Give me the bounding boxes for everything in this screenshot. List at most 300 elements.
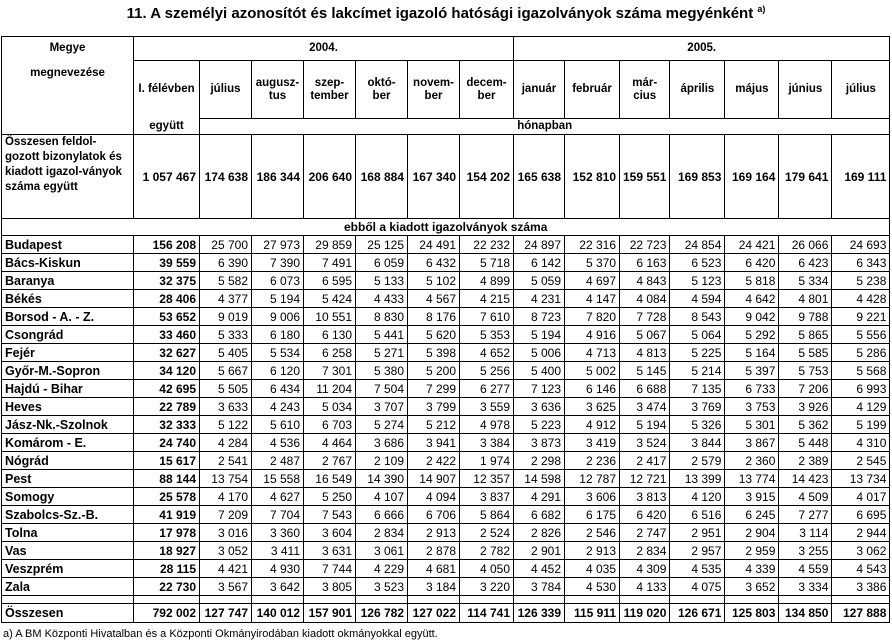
table-cell: 9 019 bbox=[200, 308, 252, 326]
table-cell: 2 957 bbox=[670, 542, 725, 560]
table-cell: 6 733 bbox=[725, 380, 779, 398]
table-cell: 1 974 bbox=[460, 452, 514, 470]
table-cell: 4 231 bbox=[514, 290, 565, 308]
table-cell: 3 255 bbox=[779, 542, 832, 560]
table-cell: 3 941 bbox=[408, 434, 460, 452]
table-cell: 6 120 bbox=[252, 362, 304, 380]
total-value: 126 339 bbox=[514, 604, 565, 623]
table-cell: 3 633 bbox=[200, 398, 252, 416]
table-cell: 3 604 bbox=[304, 524, 356, 542]
table-cell: 8 176 bbox=[408, 308, 460, 326]
total-value: 792 002 bbox=[134, 604, 200, 623]
header-month-3: októ-ber bbox=[356, 61, 408, 119]
table-cell: 3 524 bbox=[620, 434, 670, 452]
table-cell: 6 595 bbox=[304, 272, 356, 290]
table-cell: 2 901 bbox=[514, 542, 565, 560]
county-name: Fejér bbox=[2, 344, 134, 362]
table-row bbox=[2, 308, 890, 326]
county-name: Hajdú - Bihar bbox=[2, 380, 134, 398]
table-cell: 4 170 bbox=[200, 488, 252, 506]
county-name: Jász-Nk.-Szolnok bbox=[2, 416, 134, 434]
table-cell: 6 059 bbox=[356, 254, 408, 272]
table-cell: 4 594 bbox=[670, 290, 725, 308]
spacer-cell bbox=[356, 596, 408, 604]
table-cell: 3 559 bbox=[460, 398, 514, 416]
table-cell: 2 834 bbox=[356, 524, 408, 542]
table-cell: 16 549 bbox=[304, 470, 356, 488]
header-megye: Megye bbox=[2, 37, 134, 61]
table-row bbox=[2, 416, 890, 434]
header-month-1: augusz-tus bbox=[252, 61, 304, 119]
table-cell: 5 326 bbox=[670, 416, 725, 434]
header-honapban: hónapban bbox=[200, 119, 890, 135]
table-cell: 6 163 bbox=[620, 254, 670, 272]
table-cell: 5 397 bbox=[725, 362, 779, 380]
header-felev: I. félévben bbox=[134, 61, 200, 119]
table-cell: 2 826 bbox=[514, 524, 565, 542]
table-cell: 4 464 bbox=[304, 434, 356, 452]
table-cell: 14 598 bbox=[514, 470, 565, 488]
table-cell: 25 125 bbox=[356, 236, 408, 254]
table-cell: 2 834 bbox=[620, 542, 670, 560]
table-cell: 3 631 bbox=[304, 542, 356, 560]
table-cell: 3 220 bbox=[460, 578, 514, 596]
table-cell: 4 452 bbox=[514, 560, 565, 578]
table-cell: 28 115 bbox=[134, 560, 200, 578]
total-value: 127 888 bbox=[832, 604, 890, 623]
table-cell: 4 291 bbox=[514, 488, 565, 506]
table-cell: 5 002 bbox=[565, 362, 620, 380]
table-cell: 4 094 bbox=[408, 488, 460, 506]
table-cell: 26 066 bbox=[779, 236, 832, 254]
table-cell: 2 913 bbox=[565, 542, 620, 560]
total-row bbox=[2, 604, 890, 623]
table-cell: 6 175 bbox=[565, 506, 620, 524]
total-label: Összesen bbox=[2, 604, 134, 623]
table-cell: 9 042 bbox=[725, 308, 779, 326]
subheader: ebből a kiadott igazolványok száma bbox=[2, 219, 890, 236]
total-value: 127 022 bbox=[408, 604, 460, 623]
table-cell: 8 830 bbox=[356, 308, 408, 326]
header-month-0: július bbox=[200, 61, 252, 119]
header-year-2005: 2005. bbox=[514, 37, 890, 61]
table-cell: 13 754 bbox=[200, 470, 252, 488]
table-cell: 22 316 bbox=[565, 236, 620, 254]
table-cell: 2 782 bbox=[460, 542, 514, 560]
table-cell: 7 543 bbox=[304, 506, 356, 524]
header-month-12: július bbox=[832, 61, 890, 119]
table-cell: 24 740 bbox=[134, 434, 200, 452]
spacer-cell bbox=[832, 596, 890, 604]
spacer-cell bbox=[2, 596, 134, 604]
table-cell: 3 386 bbox=[832, 578, 890, 596]
spacer-cell bbox=[620, 596, 670, 604]
table-cell: 4 652 bbox=[460, 344, 514, 362]
table-cell: 5 334 bbox=[779, 272, 832, 290]
table-cell: 3 784 bbox=[514, 578, 565, 596]
summary-value: 168 884 bbox=[356, 135, 408, 219]
table-cell: 3 625 bbox=[565, 398, 620, 416]
table-cell: 17 978 bbox=[134, 524, 200, 542]
table-row bbox=[2, 380, 890, 398]
table-cell: 5 556 bbox=[832, 326, 890, 344]
table-cell: 4 017 bbox=[832, 488, 890, 506]
table-cell: 4 035 bbox=[565, 560, 620, 578]
header-month-9: április bbox=[670, 61, 725, 119]
table-row bbox=[2, 254, 890, 272]
table-cell: 5 067 bbox=[620, 326, 670, 344]
table-cell: 7 209 bbox=[200, 506, 252, 524]
table-cell: 6 703 bbox=[304, 416, 356, 434]
county-name: Borsod - A. - Z. bbox=[2, 308, 134, 326]
table-cell: 7 301 bbox=[304, 362, 356, 380]
page-title: 11. A személyi azonosítót és lakcímet igazoló hatósági igazolványok száma megyénként $^{a)}$ bbox=[126, 4, 766, 22]
county-name: Szabolcs-Sz.-B. bbox=[2, 506, 134, 524]
table-cell: 13 399 bbox=[670, 470, 725, 488]
table-cell: 3 707 bbox=[356, 398, 408, 416]
table-cell: 4 843 bbox=[620, 272, 670, 290]
table-cell: 3 062 bbox=[832, 542, 890, 560]
table-cell: 4 559 bbox=[779, 560, 832, 578]
table-cell: 4 530 bbox=[565, 578, 620, 596]
summary-value: 186 344 bbox=[252, 135, 304, 219]
table-cell: 6 245 bbox=[725, 506, 779, 524]
table-cell: 3 114 bbox=[779, 524, 832, 542]
table-cell: 2 904 bbox=[725, 524, 779, 542]
table-cell: 6 688 bbox=[620, 380, 670, 398]
table-cell: 3 867 bbox=[725, 434, 779, 452]
header-egyutt: együtt bbox=[134, 119, 200, 135]
table-cell: 9 221 bbox=[832, 308, 890, 326]
county-name: Baranya bbox=[2, 272, 134, 290]
table-cell: 3 926 bbox=[779, 398, 832, 416]
header-month-10: május bbox=[725, 61, 779, 119]
county-name: Csongrád bbox=[2, 326, 134, 344]
total-value: 115 911 bbox=[565, 604, 620, 623]
table-cell: 5 505 bbox=[200, 380, 252, 398]
table-cell: 4 697 bbox=[565, 272, 620, 290]
summary-value: 154 202 bbox=[460, 135, 514, 219]
table-cell: 13 734 bbox=[832, 470, 890, 488]
data-table bbox=[1, 36, 890, 623]
table-cell: 6 432 bbox=[408, 254, 460, 272]
table-cell: 6 390 bbox=[200, 254, 252, 272]
summary-value: 169 111 bbox=[832, 135, 890, 219]
table-cell: 5 865 bbox=[779, 326, 832, 344]
county-name: Tolna bbox=[2, 524, 134, 542]
spacer-cell bbox=[460, 596, 514, 604]
header-month-7: február bbox=[565, 61, 620, 119]
table-cell: 14 390 bbox=[356, 470, 408, 488]
table-cell: 6 073 bbox=[252, 272, 304, 290]
table-cell: 3 184 bbox=[408, 578, 460, 596]
total-value: 126 782 bbox=[356, 604, 408, 623]
table-cell: 3 813 bbox=[620, 488, 670, 506]
table-row bbox=[2, 272, 890, 290]
table-cell: 5 333 bbox=[200, 326, 252, 344]
table-cell: 4 129 bbox=[832, 398, 890, 416]
summary-label: Összesen feldol-gozott bizonylatok és kiadott igazol-ványok száma együtt bbox=[2, 135, 134, 219]
table-cell: 5 405 bbox=[200, 344, 252, 362]
table-cell: 28 406 bbox=[134, 290, 200, 308]
spacer-cell bbox=[408, 596, 460, 604]
county-name: Heves bbox=[2, 398, 134, 416]
table-row bbox=[2, 452, 890, 470]
table-cell: 2 579 bbox=[670, 452, 725, 470]
county-name: Budapest bbox=[2, 236, 134, 254]
table-cell: 5 424 bbox=[304, 290, 356, 308]
table-cell: 6 523 bbox=[670, 254, 725, 272]
table-cell: 9 788 bbox=[779, 308, 832, 326]
table-cell: 5 214 bbox=[670, 362, 725, 380]
table-cell: 2 913 bbox=[408, 524, 460, 542]
table-cell: 5 441 bbox=[356, 326, 408, 344]
table-cell: 4 813 bbox=[620, 344, 670, 362]
summary-value: 179 641 bbox=[779, 135, 832, 219]
spacer-cell bbox=[252, 596, 304, 604]
table-cell: 22 723 bbox=[620, 236, 670, 254]
total-value: 134 850 bbox=[779, 604, 832, 623]
table-cell: 3 411 bbox=[252, 542, 304, 560]
table-cell: 5 400 bbox=[514, 362, 565, 380]
table-cell: 10 551 bbox=[304, 308, 356, 326]
table-cell: 4 627 bbox=[252, 488, 304, 506]
table-cell: 6 423 bbox=[779, 254, 832, 272]
table-row bbox=[2, 560, 890, 578]
table-cell: 5 818 bbox=[725, 272, 779, 290]
table-cell: 7 704 bbox=[252, 506, 304, 524]
table-cell: 42 695 bbox=[134, 380, 200, 398]
table-cell: 7 299 bbox=[408, 380, 460, 398]
table-cell: 3 753 bbox=[725, 398, 779, 416]
table-cell: 5 380 bbox=[356, 362, 408, 380]
county-name: Pest bbox=[2, 470, 134, 488]
table-cell: 2 389 bbox=[779, 452, 832, 470]
table-cell: 5 006 bbox=[514, 344, 565, 362]
table-cell: 3 419 bbox=[565, 434, 620, 452]
table-cell: 6 180 bbox=[252, 326, 304, 344]
table-cell: 4 120 bbox=[670, 488, 725, 506]
table-cell: 25 700 bbox=[200, 236, 252, 254]
table-cell: 4 543 bbox=[832, 560, 890, 578]
county-name: Vas bbox=[2, 542, 134, 560]
table-cell: 2 417 bbox=[620, 452, 670, 470]
table-cell: 24 854 bbox=[670, 236, 725, 254]
table-cell: 6 434 bbox=[252, 380, 304, 398]
table-cell: 5 620 bbox=[408, 326, 460, 344]
table-cell: 29 859 bbox=[304, 236, 356, 254]
table-cell: 5 667 bbox=[200, 362, 252, 380]
table-row bbox=[2, 506, 890, 524]
table-row bbox=[2, 470, 890, 488]
table-row bbox=[2, 326, 890, 344]
table-cell: 4 433 bbox=[356, 290, 408, 308]
table-cell: 7 390 bbox=[252, 254, 304, 272]
table-cell: 3 915 bbox=[725, 488, 779, 506]
table-cell: 2 767 bbox=[304, 452, 356, 470]
total-value: 125 803 bbox=[725, 604, 779, 623]
table-cell: 5 534 bbox=[252, 344, 304, 362]
summary-value: 159 551 bbox=[620, 135, 670, 219]
table-cell: 8 543 bbox=[670, 308, 725, 326]
table-cell: 3 837 bbox=[460, 488, 514, 506]
header-blank bbox=[2, 119, 134, 135]
table-cell: 2 360 bbox=[725, 452, 779, 470]
table-cell: 2 546 bbox=[565, 524, 620, 542]
table-cell: 2 487 bbox=[252, 452, 304, 470]
table-cell: 5 301 bbox=[725, 416, 779, 434]
table-cell: 6 706 bbox=[408, 506, 460, 524]
spacer-cell bbox=[565, 596, 620, 604]
table-cell: 3 805 bbox=[304, 578, 356, 596]
table-cell: 5 194 bbox=[620, 416, 670, 434]
table-row bbox=[2, 236, 890, 254]
table-cell: 5 362 bbox=[779, 416, 832, 434]
table-row bbox=[2, 344, 890, 362]
table-cell: 7 206 bbox=[779, 380, 832, 398]
title-footnote-marker: a) bbox=[757, 4, 766, 14]
table-cell: 22 789 bbox=[134, 398, 200, 416]
table-cell: 4 681 bbox=[408, 560, 460, 578]
table-cell: 5 122 bbox=[200, 416, 252, 434]
table-cell: 33 460 bbox=[134, 326, 200, 344]
table-cell: 5 059 bbox=[514, 272, 565, 290]
table-cell: 6 420 bbox=[725, 254, 779, 272]
table-cell: 5 398 bbox=[408, 344, 460, 362]
table-cell: 14 907 bbox=[408, 470, 460, 488]
table-cell: 3 844 bbox=[670, 434, 725, 452]
table-cell: 5 194 bbox=[514, 326, 565, 344]
spacer-cell bbox=[725, 596, 779, 604]
table-cell: 4 930 bbox=[252, 560, 304, 578]
table-cell: 4 428 bbox=[832, 290, 890, 308]
table-cell: 5 034 bbox=[304, 398, 356, 416]
table-cell: 3 606 bbox=[565, 488, 620, 506]
table-cell: 5 286 bbox=[832, 344, 890, 362]
table-cell: 6 420 bbox=[620, 506, 670, 524]
table-cell: 3 384 bbox=[460, 434, 514, 452]
county-name: Békés bbox=[2, 290, 134, 308]
table-cell: 7 820 bbox=[565, 308, 620, 326]
table-cell: 3 360 bbox=[252, 524, 304, 542]
table-cell: 5 448 bbox=[779, 434, 832, 452]
table-cell: 4 509 bbox=[779, 488, 832, 506]
table-cell: 3 652 bbox=[725, 578, 779, 596]
table-row bbox=[2, 434, 890, 452]
county-name: Somogy bbox=[2, 488, 134, 506]
table-cell: 4 075 bbox=[670, 578, 725, 596]
table-row bbox=[2, 290, 890, 308]
table-cell: 24 421 bbox=[725, 236, 779, 254]
table-cell: 22 232 bbox=[460, 236, 514, 254]
table-row bbox=[2, 398, 890, 416]
table-cell: 5 568 bbox=[832, 362, 890, 380]
table-cell: 5 271 bbox=[356, 344, 408, 362]
table-cell: 3 052 bbox=[200, 542, 252, 560]
summary-value: 167 340 bbox=[408, 135, 460, 219]
header-month-11: június bbox=[779, 61, 832, 119]
spacer-cell bbox=[514, 596, 565, 604]
table-cell: 5 200 bbox=[408, 362, 460, 380]
footnote: a) A BM Központi Hivatalban és a Központi Okmányirodában kiadott okmányokkal együtt. bbox=[3, 628, 438, 640]
table-cell: 5 212 bbox=[408, 416, 460, 434]
header-month-2: szep-tember bbox=[304, 61, 356, 119]
table-cell: 24 491 bbox=[408, 236, 460, 254]
table-cell: 34 120 bbox=[134, 362, 200, 380]
summary-value: 1 057 467 bbox=[134, 135, 200, 219]
table-row bbox=[2, 542, 890, 560]
table-cell: 4 978 bbox=[460, 416, 514, 434]
table-cell: 2 747 bbox=[620, 524, 670, 542]
table-cell: 7 728 bbox=[620, 308, 670, 326]
county-name: Zala bbox=[2, 578, 134, 596]
spacer-cell bbox=[779, 596, 832, 604]
county-name: Veszprém bbox=[2, 560, 134, 578]
table-cell: 24 693 bbox=[832, 236, 890, 254]
header-month-6: január bbox=[514, 61, 565, 119]
spacer-cell bbox=[134, 596, 200, 604]
table-cell: 9 006 bbox=[252, 308, 304, 326]
table-cell: 2 545 bbox=[832, 452, 890, 470]
table-cell: 4 339 bbox=[725, 560, 779, 578]
table-cell: 12 787 bbox=[565, 470, 620, 488]
table-cell: 2 878 bbox=[408, 542, 460, 560]
table-cell: 3 686 bbox=[356, 434, 408, 452]
table-cell: 5 370 bbox=[565, 254, 620, 272]
table-cell: 4 377 bbox=[200, 290, 252, 308]
table-cell: 2 236 bbox=[565, 452, 620, 470]
table-cell: 2 944 bbox=[832, 524, 890, 542]
table-cell: 27 973 bbox=[252, 236, 304, 254]
summary-value: 169 853 bbox=[670, 135, 725, 219]
table-cell: 2 541 bbox=[200, 452, 252, 470]
table-cell: 5 145 bbox=[620, 362, 670, 380]
header-month-4: novem-ber bbox=[408, 61, 460, 119]
table-cell: 6 142 bbox=[514, 254, 565, 272]
spacer-cell bbox=[200, 596, 252, 604]
table-cell: 4 284 bbox=[200, 434, 252, 452]
table-cell: 5 585 bbox=[779, 344, 832, 362]
table-cell: 5 225 bbox=[670, 344, 725, 362]
table-cell: 53 652 bbox=[134, 308, 200, 326]
table-cell: 4 421 bbox=[200, 560, 252, 578]
table-cell: 41 919 bbox=[134, 506, 200, 524]
table-cell: 5 718 bbox=[460, 254, 514, 272]
table-cell: 4 567 bbox=[408, 290, 460, 308]
table-cell: 3 016 bbox=[200, 524, 252, 542]
total-value: 126 671 bbox=[670, 604, 725, 623]
table-cell: 7 135 bbox=[670, 380, 725, 398]
table-cell: 4 215 bbox=[460, 290, 514, 308]
table-cell: 18 927 bbox=[134, 542, 200, 560]
table-cell: 6 146 bbox=[565, 380, 620, 398]
total-value: 157 901 bbox=[304, 604, 356, 623]
table-cell: 6 516 bbox=[670, 506, 725, 524]
table-cell: 4 309 bbox=[620, 560, 670, 578]
table-cell: 7 744 bbox=[304, 560, 356, 578]
table-cell: 5 238 bbox=[832, 272, 890, 290]
county-name: Komárom - E. bbox=[2, 434, 134, 452]
table-cell: 5 753 bbox=[779, 362, 832, 380]
table-cell: 4 536 bbox=[252, 434, 304, 452]
table-row bbox=[2, 578, 890, 596]
total-value: 127 747 bbox=[200, 604, 252, 623]
table-cell: 5 582 bbox=[200, 272, 252, 290]
table-cell: 3 873 bbox=[514, 434, 565, 452]
table-cell: 6 343 bbox=[832, 254, 890, 272]
table-cell: 4 642 bbox=[725, 290, 779, 308]
table-cell: 32 333 bbox=[134, 416, 200, 434]
